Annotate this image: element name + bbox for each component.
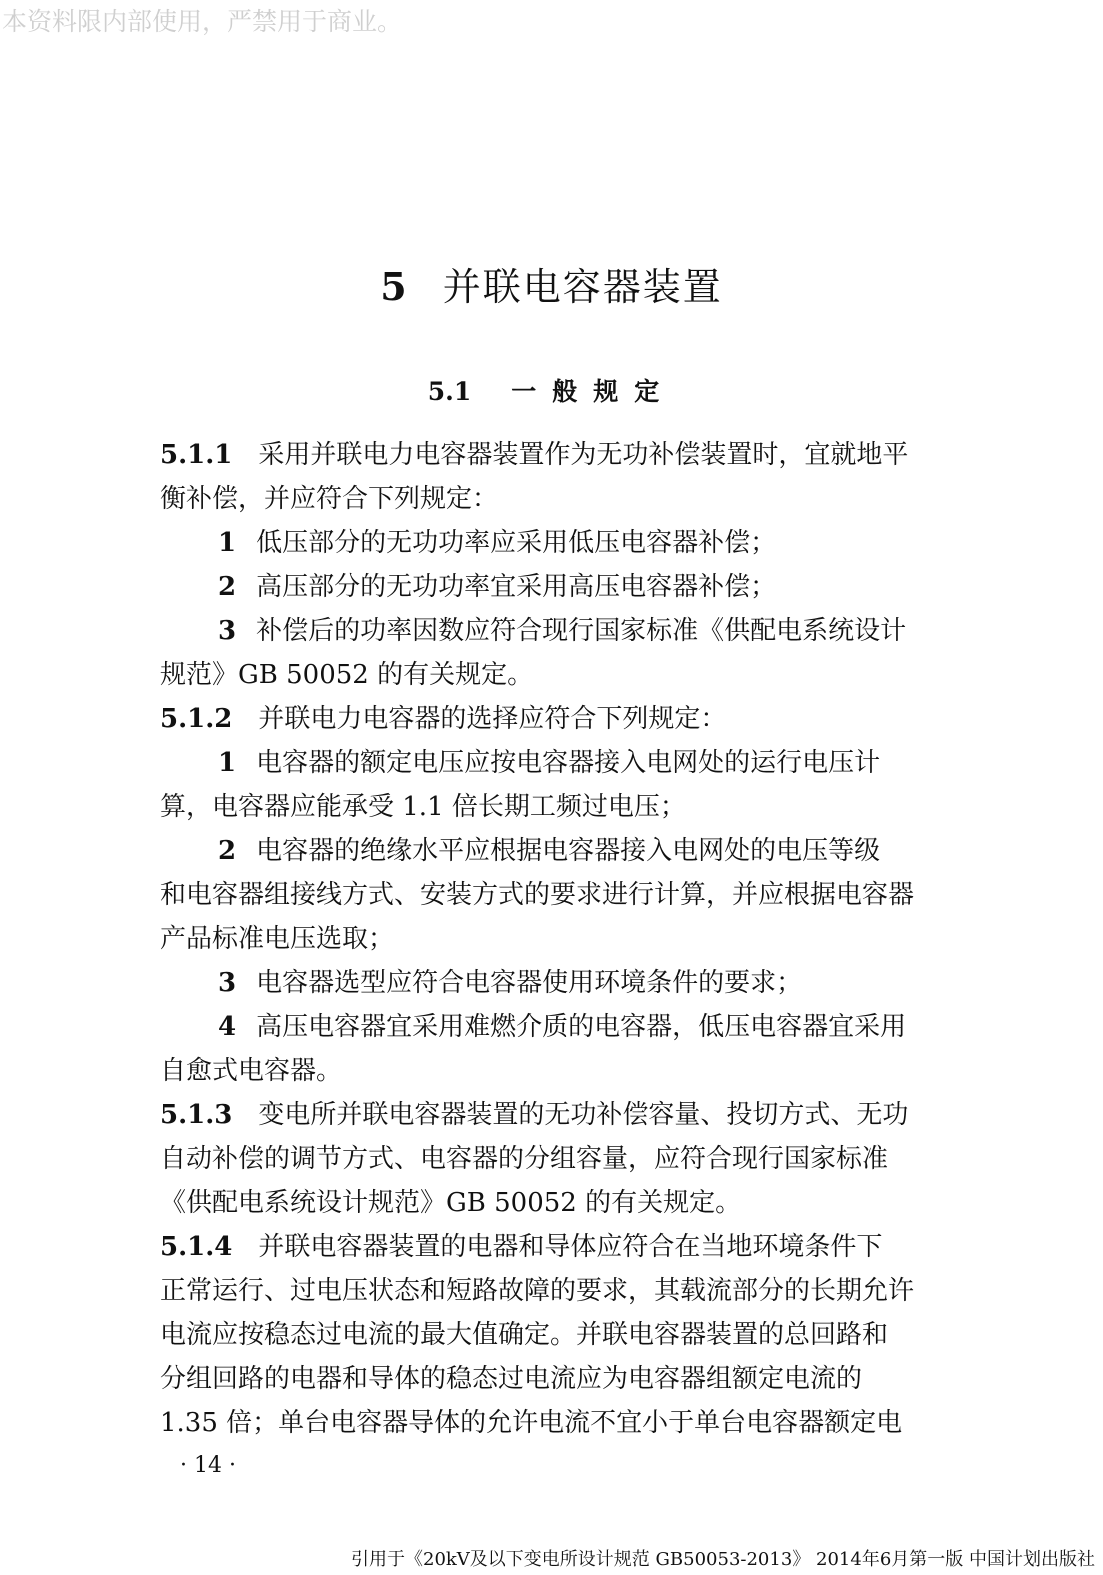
line-text: 算，电容器应能承受 1.1 倍长期工频过电压； [160,792,686,822]
line-text: 高压部分的无功功率宜采用高压电容器补偿； [256,572,777,602]
text-line [160,1005,972,1049]
chapter-number: 5 [380,264,409,309]
text-line [160,961,972,1005]
line-text: 补偿后的功率因数应符合现行国家标准《供配电系统设计 [256,616,907,646]
text-line [160,1357,972,1401]
clause-number: 5.1.3 [160,1100,233,1130]
text-line [160,785,972,829]
line-text: 1.35 倍；单台电容器导体的允许电流不宜小于单台电容器额定电 [160,1408,903,1438]
line-text: 《供配电系统设计规范》GB 50052 的有关规定。 [160,1188,742,1218]
line-text: 并联电力电容器的选择应符合下列规定： [258,704,727,734]
item-number: 2 [218,572,237,602]
text-line [160,829,972,873]
line-text: 衡补偿，并应符合下列规定： [160,484,499,514]
text-line [160,1049,972,1093]
text-line [160,1401,972,1445]
line-text: 电容器的绝缘水平应根据电容器接入电网处的电压等级 [256,836,881,866]
line-text: 自动补偿的调节方式、电容器的分组容量，应符合现行国家标准 [160,1144,889,1174]
line-text: 并联电容器装置的电器和导体应符合在当地环境条件下 [258,1232,883,1262]
line-text: 变电所并联电容器装置的无功补偿容量、投切方式、无功 [258,1100,909,1130]
text-line [160,1225,972,1269]
item-number: 3 [218,616,237,646]
clause-number: 5.1.1 [160,440,233,470]
page-number: · 14 · [180,1453,236,1478]
citation-footer: 引用于《20kV及以下变电所设计规范 GB50053-2013》 2014年6月第一版 中国计划出版社 [351,1549,1095,1570]
text-line [160,477,972,521]
line-text: 正常运行、过电压状态和短路故障的要求，其载流部分的长期允许 [160,1276,915,1306]
line-text: 产品标准电压选取； [160,924,395,954]
clause-number: 5.1.2 [160,704,233,734]
item-number: 4 [218,1012,237,1042]
item-number: 3 [218,968,237,998]
text-line [160,1269,972,1313]
text-line [160,433,972,477]
text-line [160,1313,972,1357]
line-text: 电容器的额定电压应按电容器接入电网处的运行电压计 [256,748,881,778]
item-number: 1 [218,528,237,558]
item-number: 1 [218,748,237,778]
line-text: 自愈式电容器。 [160,1056,343,1086]
line-text: 分组回路的电器和导体的稳态过电流应为电容器组额定电流的 [160,1364,863,1394]
clause-number: 5.1.4 [160,1232,233,1262]
text-line [160,521,972,565]
item-number: 2 [218,836,237,866]
line-text: 采用并联电力电容器装置作为无功补偿装置时，宜就地平 [258,440,909,470]
chapter-name: 并联电容器装置 [442,265,723,309]
text-line [160,873,972,917]
section-number: 5.1 [427,377,472,406]
section-name: 一般规定 [511,377,676,406]
text-line [160,565,972,609]
text-line [160,653,972,697]
line-text: 电容器选型应符合电容器使用环境条件的要求； [256,968,803,998]
text-line [160,741,972,785]
text-line [160,1181,972,1225]
watermark-text: 本资料限内部使用，严禁用于商业。 [2,7,403,36]
line-text: 电流应按稳态过电流的最大值确定。并联电容器装置的总回路和 [160,1320,889,1350]
section-title [0,372,1103,408]
line-text: 高压电容器宜采用难燃介质的电容器，低压电容器宜采用 [256,1012,907,1042]
line-text: 和电容器组接线方式、安装方式的要求进行计算，并应根据电容器 [160,880,915,910]
text-line [160,1093,972,1137]
body-text [160,433,972,1445]
text-line [160,1137,972,1181]
text-line [160,697,972,741]
text-line [160,609,972,653]
line-text: 规范》GB 50052 的有关规定。 [160,660,534,690]
chapter-title [0,256,1103,311]
text-line [160,917,972,961]
line-text: 低压部分的无功功率应采用低压电容器补偿； [256,528,777,558]
